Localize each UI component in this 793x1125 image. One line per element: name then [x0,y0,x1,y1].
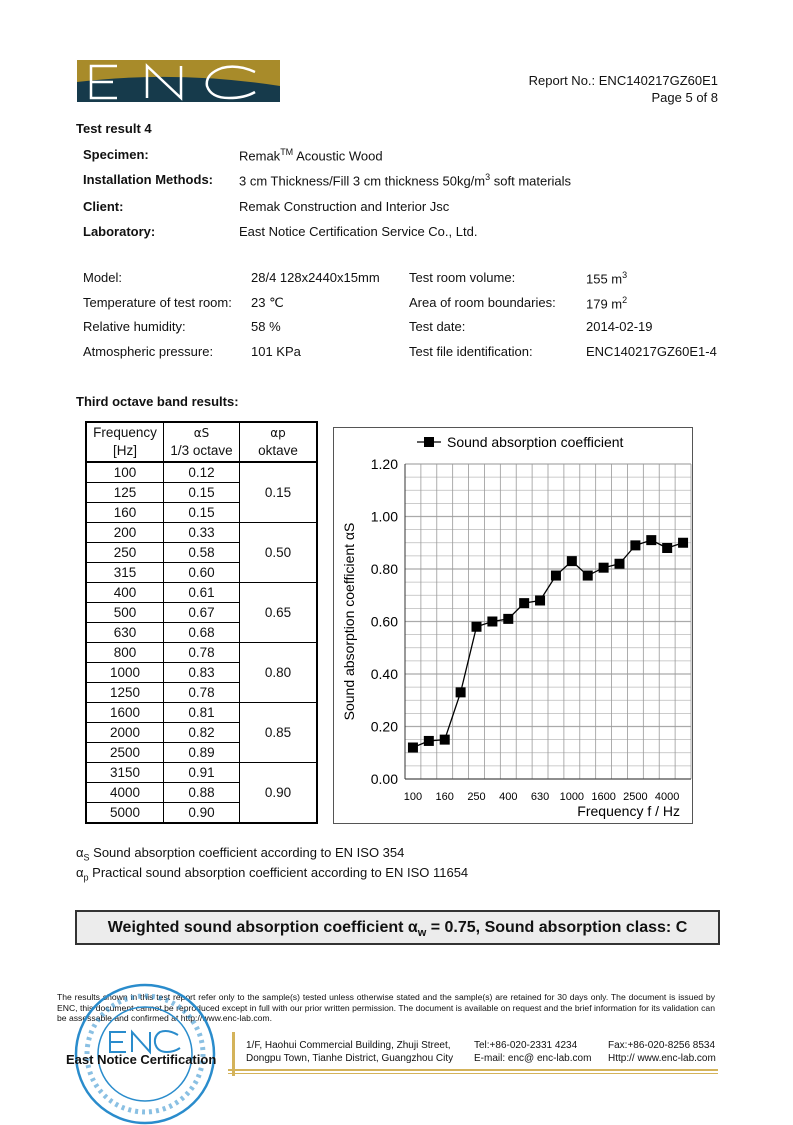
data-point [599,563,609,573]
website[interactable]: Http:// www.enc-lab.com [608,1053,716,1064]
data-point [503,614,513,624]
company-name: East Notice Certification [66,1052,217,1067]
note: $\alpha_S$ Sound absorption coefficient according to EN ISO 354 [76,845,405,863]
gold-line [228,1073,718,1074]
data-point [519,598,529,608]
param-label: Area of room boundaries: [409,295,556,310]
frequency-cell: 1000 [86,663,164,683]
alpha-s-cell: 0.91 [164,763,240,783]
table-row [86,763,317,783]
alpha-s-cell: 0.67 [164,603,240,623]
table-header-row [86,422,317,462]
data-point [487,617,497,627]
y-axis-label: Sound absorption coefficient αS [341,522,357,721]
table-row [86,643,317,663]
frequency-cell: 100 [86,462,164,483]
frequency-cell: 800 [86,643,164,663]
section-title: Test result 4 [76,121,152,136]
frequency-cell: 3150 [86,763,164,783]
param-label: Model: [83,270,123,285]
enc-logo [77,60,280,102]
param-value: 23 ℃ [251,295,284,310]
x-tick-label: 250 [467,791,486,803]
alpha-s-cell: 0.83 [164,663,240,683]
param-label: Test room volume: [409,270,516,285]
telephone: Tel:+86-020-2331 4234 [474,1040,578,1051]
alpha-s-cell: 0.68 [164,623,240,643]
frequency-cell: 2500 [86,743,164,763]
table-row [86,462,317,483]
info-label: Installation Methods: [83,172,213,187]
param-value: 28/4 128x2440x15mm [251,270,380,285]
legend-marker [424,437,434,447]
table-row [86,703,317,723]
data-point [678,538,688,548]
x-axis-label: Frequency f / Hz [577,803,680,819]
x-tick-label: 100 [403,791,423,803]
data-point [630,540,640,550]
disclaimer: The results shown in this test report refer only to the sample(s) tested unless otherwise stated and the sample(s) are retained for 30 days only. The document is issued by ENC, this document cannot be reproduced except in full with our prior written permission. The document is available on request and the brief information for its validation can be assessable and confirmed at http://www.enc-lab.com. [57,992,715,1023]
column-header: αp oktave [240,422,318,462]
data-point [646,535,656,545]
legend-label: Sound absorption coefficient [447,434,624,450]
alpha-p-cell: 0.80 [240,643,318,703]
data-point [662,543,672,553]
param-label: Atmospheric pressure: [83,344,214,359]
param-value: 179 $m^2$ [586,295,628,312]
x-tick-label: 1600 [591,791,616,803]
alpha-p-cell: 0.65 [240,583,318,643]
param-value: 58 % [251,319,281,334]
alpha-s-cell: 0.12 [164,462,240,483]
frequency-cell: 500 [86,603,164,623]
data-point [424,736,434,746]
x-tick-label: 4000 [654,791,680,803]
info-value: Remak™ Acoustic Wood [239,147,383,164]
address-line-1: 1/F, Haohui Commercial Building, Zhuji Street, [246,1040,451,1051]
page-number: Page 5 of 8 [651,90,718,105]
info-label: Specimen: [83,147,149,162]
param-value: ENC140217GZ60E1-4 [586,344,717,359]
y-tick-label: 0.20 [370,718,398,735]
alpha-p-cell: 0.15 [240,462,318,523]
alpha-s-cell: 0.78 [164,683,240,703]
gold-line [228,1069,718,1071]
column-header: αS 1/3 octave [164,422,240,462]
alpha-p-cell: 0.90 [240,763,318,824]
alpha-s-cell: 0.81 [164,703,240,723]
data-point [535,596,545,606]
email[interactable]: E-mail: enc@ enc-lab.com [474,1053,592,1064]
frequency-cell: 250 [86,543,164,563]
data-point [583,571,593,581]
column-header: Frequency [Hz] [86,422,164,462]
data-point [567,556,577,566]
param-label: Test file identification: [409,344,533,359]
alpha-s-cell: 0.82 [164,723,240,743]
y-tick-label: 0.60 [370,613,398,630]
y-tick-label: 0.40 [370,666,398,682]
results-table [85,421,318,824]
param-label: Test date: [409,319,466,334]
alpha-s-cell: 0.88 [164,783,240,803]
alpha-s-cell: 0.15 [164,503,240,523]
frequency-cell: 125 [86,483,164,503]
alpha-p-cell: 0.50 [240,523,318,583]
alpha-s-cell: 0.33 [164,523,240,543]
alpha-s-cell: 0.61 [164,583,240,603]
alpha-s-cell: 0.60 [164,563,240,583]
x-tick-label: 160 [435,791,454,803]
band-results-title: Third octave band results: [76,394,239,409]
param-value: 2014-02-19 [586,319,653,334]
frequency-cell: 4000 [86,783,164,803]
x-tick-label: 1000 [559,791,585,803]
alpha-s-cell: 0.90 [164,803,240,824]
address-line-2: Dongpu Town, Tianhe District, Guangzhou City [246,1053,454,1064]
weighted-result: Weighted sound absorption coefficient $\alpha_w = 0.75$, Sound absorption class: C [75,910,720,945]
note: $\alpha_p$ Practical sound absorption coefficient according to EN ISO 11654 [76,865,469,883]
table-row [86,523,317,543]
param-label: Temperature of test room: [83,295,232,310]
alpha-s-cell: 0.89 [164,743,240,763]
info-label: Client: [83,199,124,214]
param-value: 101 KPa [251,344,301,359]
x-tick-label: 400 [499,791,518,803]
y-tick-label: 1.00 [370,508,398,525]
alpha-s-cell: 0.78 [164,643,240,663]
info-value: Remak Construction and Interior Jsc [239,199,450,214]
y-tick-label: 0.80 [370,561,398,577]
y-tick-label: 1.20 [370,456,398,472]
x-tick-label: 630 [530,791,550,803]
frequency-cell: 400 [86,583,164,603]
data-point [615,559,625,569]
frequency-cell: 2000 [86,723,164,743]
frequency-cell: 1600 [86,703,164,723]
alpha-p-cell: 0.85 [240,703,318,763]
report-number: Report No.: ENC140217GZ60E1 [528,73,718,88]
alpha-s-cell: 0.15 [164,483,240,503]
info-value: East Notice Certification Service Co., Ltd. [239,224,478,239]
param-label: Relative humidity: [83,319,186,334]
param-value: 155 $m^3$ [586,270,628,287]
fax: Fax:+86-020-8256 8534 [608,1040,716,1051]
data-point [472,622,482,632]
data-point [456,687,466,697]
alpha-s-cell: 0.58 [164,543,240,563]
data-point [408,743,418,753]
data-point [551,571,561,581]
x-tick-label: 2500 [623,791,648,803]
frequency-cell: 5000 [86,803,164,824]
frequency-cell: 630 [86,623,164,643]
frequency-cell: 200 [86,523,164,543]
frequency-cell: 160 [86,503,164,523]
frequency-cell: 1250 [86,683,164,703]
table-row [86,583,317,603]
frequency-cell: 315 [86,563,164,583]
data-point [440,735,450,745]
y-tick-label: 0.00 [370,771,398,787]
info-value: 3 cm Thickness/Fill 3 cm thickness $50kg/m^3$ soft materials [239,172,572,189]
info-label: Laboratory: [83,224,156,239]
absorption-chart [333,427,693,824]
